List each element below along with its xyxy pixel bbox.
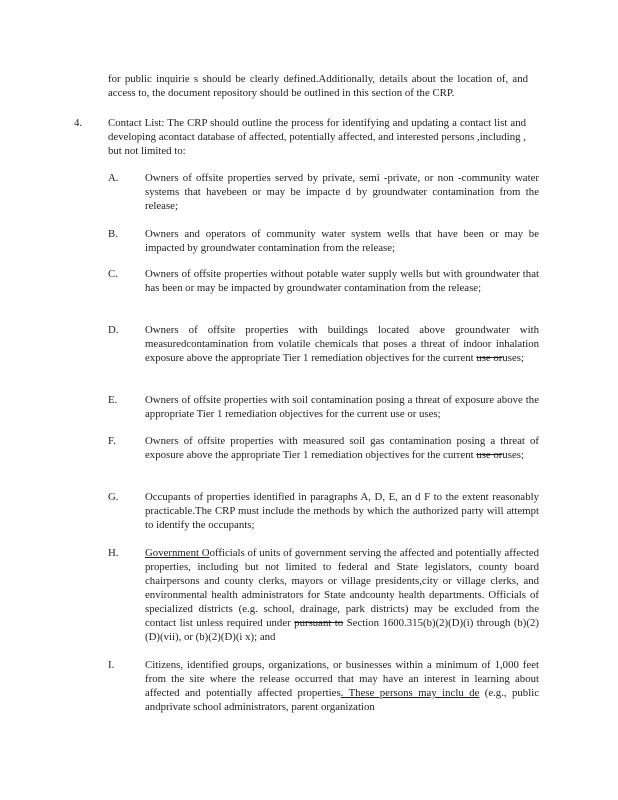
item-c-text: Owners of offsite properties without potable water supply wells but with groundwater that has been or may be impacted by groundwater contamination from the release; xyxy=(145,268,539,294)
item-f-main: Owners of offsite properties with measured soil gas contamination posing a threat of exposure above the appropriate Tier 1 remediation objectives for the current xyxy=(145,435,539,461)
item-f-text xyxy=(145,434,539,462)
item-d-main: Owners of offsite properties with buildings located above groundwater with measuredcontamination from volatile chemicals that poses a threat of indoor inhalation exposure above the appropriate Tier 1 remediation objectives for the current xyxy=(145,324,539,364)
item-label-g: G. xyxy=(108,491,119,503)
item-f-end: uses; xyxy=(502,449,524,461)
item-i-main: Citizens, identified groups, organizations, or businesses within a minimum of 1,000 feet from the site where the release occurred that may have an interest in learning about affected and potentially affected properties xyxy=(145,659,539,699)
item-a-text: Owners of offsite properties served by private, semi -private, or non -community water systems that havebeen or may be impacte d by groundwater contamination from the release; xyxy=(145,172,539,212)
item-label-i: I. xyxy=(108,659,115,671)
item-g-text: Occupants of properties identified in paragraphs A, D, E, an d F to the extent reasonably practicable.The CRP must include the methods by which the authorized party will attempt to identify the occupants; xyxy=(145,491,539,531)
item-f-deleted: use or xyxy=(476,449,503,461)
item-d-end: uses; xyxy=(502,352,524,364)
item-label-c: C. xyxy=(108,268,118,280)
item-h-main: officials of units of government serving the affected and potentially affected properties, including but not limited to federal and State legislators, county board chairpersons and county clerks, mayors or village presidents,city or village clerks, and environmental health administrators for State andcounty health departments. Officials of specialized districts (e.g. school, drainage, park districts) may be excluded from the contact list unless required under xyxy=(145,547,540,629)
section-4-paragraph: Contact List: The CRP should outline the process for identifying and updating a contact list and developing acontact database of affected, potentially affected, and interested persons ,including , but not limited to: xyxy=(108,117,526,157)
section-number: 4. xyxy=(74,117,83,129)
item-e-text: Owners of offsite properties with soil contamination posing a threat of exposure above the appropriate Tier 1 remediation objectives for the current use or uses; xyxy=(145,394,539,420)
item-i-text xyxy=(145,658,539,714)
item-label-e: E. xyxy=(108,394,118,406)
item-h-end: Section 1600.315(b)(2)(D)(i) through (b)(2)(D)(vii), or (b)(2)(D)(i x); and xyxy=(145,617,539,643)
intro-paragraph: for public inquirie s should be clearly defined.Additionally, details about the location of, and access to, the document repository should be outlined in this section of the CRP. xyxy=(108,73,528,99)
item-i-inserted: . These persons may inclu de xyxy=(340,687,480,699)
item-h-text xyxy=(145,546,539,644)
item-h-inserted: Government O xyxy=(145,547,210,559)
item-label-a: A. xyxy=(108,172,119,184)
item-i-end: (e.g., public andprivate school administrators, parent organization xyxy=(145,687,539,713)
item-label-d: D. xyxy=(108,324,119,336)
item-b-text: Owners and operators of community water system wells that have been or may be impacted by groundwater contamination from the release; xyxy=(145,228,539,254)
item-label-b: B. xyxy=(108,228,118,240)
item-label-h: H. xyxy=(108,547,119,559)
item-d-text xyxy=(145,323,539,365)
item-d-deleted: use or xyxy=(476,352,503,364)
item-label-f: F. xyxy=(108,435,116,447)
item-h-deleted: pursuant to xyxy=(294,617,344,629)
